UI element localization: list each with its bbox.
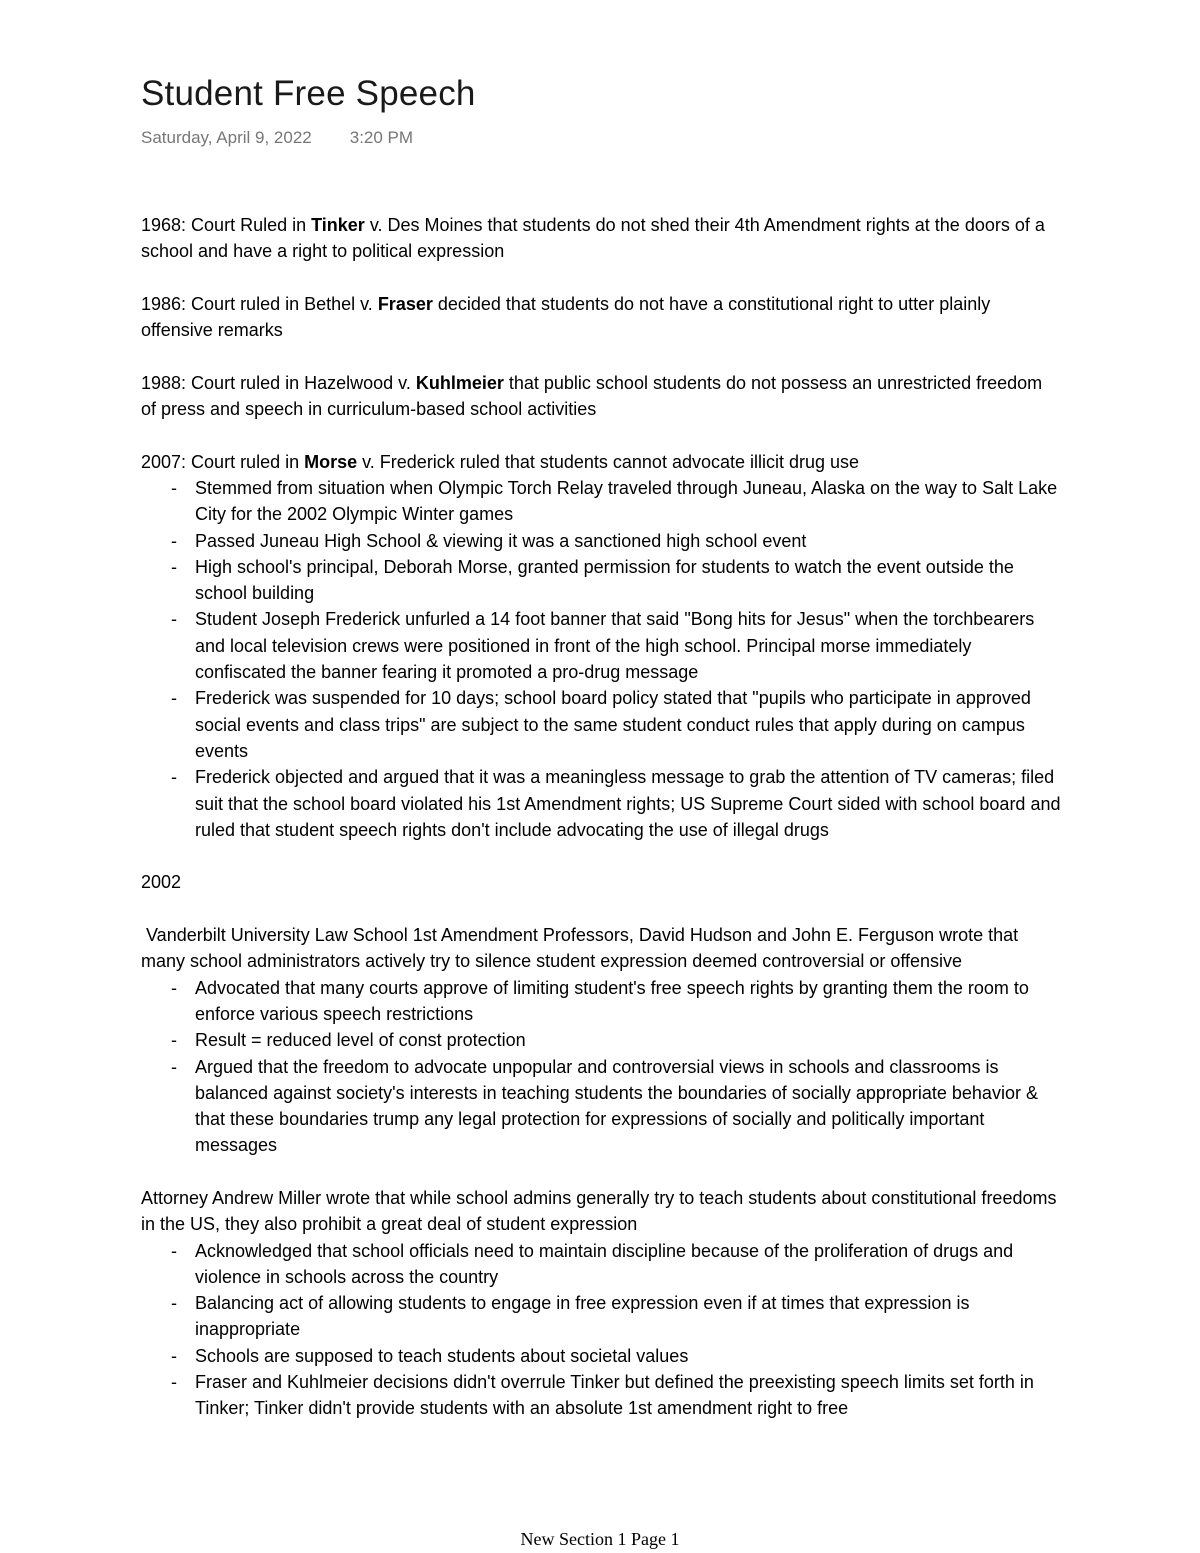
entry-year: 1986:: [141, 293, 187, 314]
case-name: Morse: [304, 451, 358, 472]
list-item: - Acknowledged that school officials need to maintain discipline because of the proliferation of drugs and violence in schools across the country: [195, 1238, 1061, 1291]
list-item: - Argued that the freedom to advocate unpopular and controversial views in schools and classrooms is balanced against society's interests in teaching students the boundaries of socially appropriate behavior & that these boundaries trump any legal protection for expressions of socially and politically important messages: [195, 1054, 1061, 1159]
case-name: Fraser: [377, 293, 433, 314]
case-name: Kuhlmeier: [415, 372, 504, 393]
list-item: - Schools are supposed to teach students about societal values: [195, 1343, 1061, 1369]
list-item: - Balancing act of allowing students to engage in free expression even if at times that expression is inappropriate: [195, 1290, 1061, 1343]
entry-2007: [141, 449, 1061, 475]
list-item: - Passed Juneau High School & viewing it was a sanctioned high school event: [195, 528, 1061, 554]
entry-year: 2007:: [141, 451, 187, 472]
list-item: - Frederick was suspended for 10 days; school board policy stated that "pupils who participate in approved social events and class trips" are subject to the same student conduct rules that apply during on campus events: [195, 685, 1061, 764]
list-item: - High school's principal, Deborah Morse, granted permission for students to watch the event outside the school building: [195, 554, 1061, 607]
entry-text: Court Ruled in: [186, 215, 312, 235]
note-timestamp: [141, 128, 413, 148]
entry-year: 1988:: [141, 372, 187, 393]
list-item: - Fraser and Kuhlmeier decisions didn't overrule Tinker but defined the preexisting speech limits set forth in Tinker; Tinker didn't provide students with an absolute 1st amendment right to free: [195, 1369, 1061, 1422]
entry-text: Court ruled in Bethel v.: [186, 293, 378, 314]
entry-year: 1968:: [141, 215, 187, 235]
entry-text: Court ruled in Hazelwood v.: [186, 372, 416, 393]
page-title: Student Free Speech: [141, 74, 476, 113]
entry-1988: [141, 370, 1061, 423]
section-2002-bullets: [141, 975, 1061, 1159]
list-item: - Frederick objected and argued that it was a meaningless message to grab the attention of TV cameras; filed suit that the school board violated his 1st Amendment rights; US Supreme Court sided with school board and ruled that student speech rights don't include advocating the use of illegal drugs: [195, 764, 1061, 843]
entry-text: Court ruled in: [186, 451, 305, 472]
entry-1986: [141, 291, 1061, 344]
list-item: - Result = reduced level of const protection: [195, 1027, 1061, 1053]
entry-text: that public school students do not possess an unrestricted freedom of press and speech in curriculum-based school activities: [141, 372, 1043, 420]
section-2002-year: 2002: [141, 872, 182, 893]
note-date: Saturday, April 9, 2022: [141, 128, 312, 147]
entry-text: decided that students do not have a constitutional right to utter plainly offensive remarks: [141, 293, 991, 341]
list-item: - Stemmed from situation when Olympic Torch Relay traveled through Juneau, Alaska on the way to Salt Lake City for the 2002 Olympic Winter games: [195, 475, 1061, 528]
entry-1968: [141, 212, 1061, 265]
entry-2007-bullets: [141, 475, 1061, 843]
case-name: Tinker: [311, 215, 365, 235]
list-item: - Student Joseph Frederick unfurled a 14 foot banner that said "Bong hits for Jesus" when the torchbearers and local television crews were positioned in front of the high school. Principal morse immediately confiscated the banner fearing it promoted a pro-drug message: [195, 606, 1061, 685]
entry-text: v. Frederick ruled that students cannot advocate illicit drug use: [357, 451, 860, 472]
note-time: 3:20 PM: [349, 128, 414, 147]
page-footer: New Section 1 Page 1: [520, 1529, 680, 1549]
section-2002-intro: Vanderbilt University Law School 1st Amendment Professors, David Hudson and John E. Ferguson wrote that many school administrators actively try to silence student expression deemed controversial or offensive: [141, 925, 1024, 972]
miller-bullets: [141, 1238, 1061, 1422]
list-item: - Advocated that many courts approve of limiting student's free speech rights by granting them the room to enforce various speech restrictions: [195, 975, 1061, 1028]
note-body[interactable]: [141, 212, 1061, 1422]
entry-text: v. Des Moines that students do not shed their 4th Amendment rights at the doors of a school and have a right to political expression: [141, 215, 1045, 262]
miller-intro: Attorney Andrew Miller wrote that while school admins generally try to teach students about constitutional freedoms in the US, they also prohibit a great deal of student expression: [141, 1187, 1057, 1235]
